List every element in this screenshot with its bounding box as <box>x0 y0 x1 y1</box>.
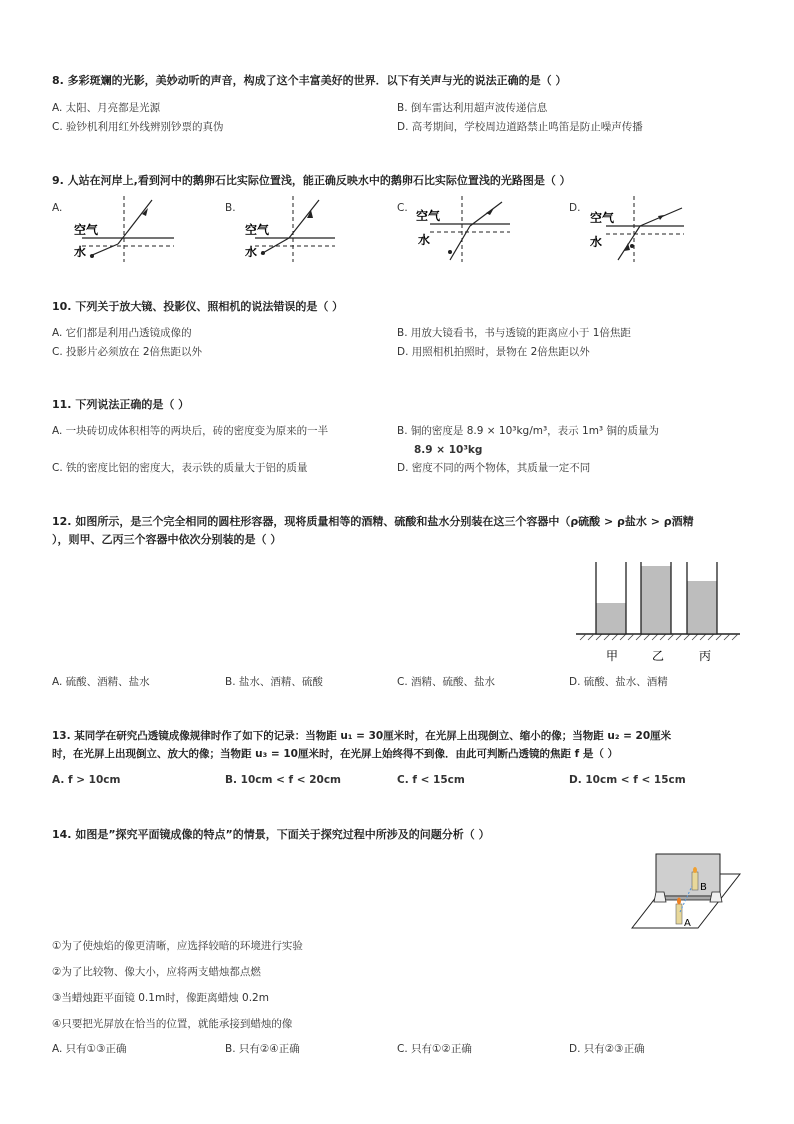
container-label-jia: 甲 <box>606 649 619 663</box>
container-label-bing: 丙 <box>699 649 712 663</box>
q14-statement-1: ①为了使烛焰的像更清晰，应选择较暗的环境进行实验 <box>52 940 303 952</box>
q9-option-d-letter[interactable]: D. <box>569 202 581 214</box>
q8-option-c[interactable]: C. 验钞机利用红外线辨别钞票的真伪 <box>52 121 224 133</box>
q13-option-d[interactable]: D. 10cm < f < 15cm <box>569 774 686 786</box>
q9-option-b-letter[interactable]: B. <box>225 202 236 214</box>
q9b-air-label: 空气 <box>245 223 270 237</box>
q14-statement-3: ③当蜡烛距平面镜 0.1m时，像距离蜡烛 0.2m <box>52 992 269 1004</box>
q9-diagram-b[interactable] <box>235 196 355 266</box>
q12-option-a[interactable]: A. 硫酸、酒精、盐水 <box>52 676 150 688</box>
q10-option-d[interactable]: D. 用照相机拍照时，景物在 2倍焦距以外 <box>397 346 590 358</box>
q13-option-a[interactable]: A. f > 10cm <box>52 774 121 786</box>
container-label-yi: 乙 <box>652 649 665 663</box>
q12-option-c[interactable]: C. 酒精、硫酸、盐水 <box>397 676 496 688</box>
question-10-stem: 10. 下列关于放大镜、投影仪、照相机的说法错误的是（ ） <box>52 300 344 313</box>
q9c-water-label: 水 <box>418 233 431 247</box>
q10-option-a[interactable]: A. 它们都是利用凸透镜成像的 <box>52 327 192 339</box>
q12-option-b[interactable]: B. 盐水、酒精、硫酸 <box>225 676 323 688</box>
question-11-stem: 11. 下列说法正确的是（ ） <box>52 398 190 411</box>
question-9-stem: 9. 人站在河岸上,看到河中的鹅卵石比实际位置浅，能正确反映水中的鹅卵石比实际位置浅的光路图是（ ） <box>52 174 571 187</box>
q9-diagram-d[interactable] <box>584 196 694 266</box>
question-8-stem: 8. 多彩斑斓的光影，美妙动听的声音，构成了这个丰富美好的世界．以下有关声与光的说法正确的是（ ） <box>52 74 567 87</box>
q11-option-b-line2: 8.9 × 10³kg <box>414 444 483 456</box>
q13-option-c[interactable]: C. f < 15cm <box>397 774 465 786</box>
question-12-stem-line1: 12. 如图所示，是三个完全相同的圆柱形容器，现将质量相等的酒精、硫酸和盐水分别装在这三个容器中（ρ硫酸 > ρ盐水 > ρ酒精 <box>52 515 694 528</box>
q14-statement-2: ②为了比较物、像大小，应将两支蜡烛都点燃 <box>52 966 261 978</box>
q9a-water-label: 水 <box>74 245 87 259</box>
q14-option-d[interactable]: D. 只有②③正确 <box>569 1043 645 1055</box>
q8-option-d[interactable]: D. 高考期间，学校周边道路禁止鸣笛是防止噪声传播 <box>397 121 643 133</box>
question-13-stem-line1: 13. 某同学在研究凸透镜成像规律时作了如下的记录：当物距 u₁ = 30厘米时，在光屏上出现倒立、缩小的像；当物距 u₂ = 20厘米 <box>52 730 672 742</box>
q12-containers-figure <box>574 556 744 666</box>
q12-option-d[interactable]: D. 硫酸、盐水、酒精 <box>569 676 668 688</box>
q8-option-b[interactable]: B. 倒车雷达利用超声波传递信息 <box>397 102 548 114</box>
q8-option-a[interactable]: A. 太阳、月亮都是光源 <box>52 102 161 114</box>
q9c-air-label: 空气 <box>416 209 441 223</box>
q9d-air-label: 空气 <box>590 211 615 225</box>
q9-diagram-a[interactable] <box>62 196 182 266</box>
candle-label-a: A <box>684 918 691 929</box>
question-13-stem-line2: 时，在光屏上出现倒立、放大的像；当物距 u₃ = 10厘米时，在光屏上始终得不到像．由此可判断凸透镜的焦距 f 是（ ） <box>52 748 618 760</box>
q11-option-c[interactable]: C. 铁的密度比铝的密度大，表示铁的质量大于铝的质量 <box>52 462 308 474</box>
q14-option-a[interactable]: A. 只有①③正确 <box>52 1043 127 1055</box>
q9-option-a-letter[interactable]: A. <box>52 202 63 214</box>
question-14-stem: 14. 如图是”探究平面镜成像的特点”的情景，下面关于探究过程中所涉及的问题分析（ ） <box>52 828 490 841</box>
q11-option-b-line1[interactable]: B. 铜的密度是 8.9 × 10³kg/m³，表示 1m³ 铜的质量为 <box>397 425 659 437</box>
candle-label-b: B <box>700 882 707 893</box>
q14-statement-4: ④只要把光屏放在恰当的位置，就能承接到蜡烛的像 <box>52 1018 293 1030</box>
q10-option-b[interactable]: B. 用放大镜看书，书与透镜的距离应小于 1倍焦距 <box>397 327 631 339</box>
q11-option-d[interactable]: D. 密度不同的两个物体，其质量一定不同 <box>397 462 591 474</box>
q14-option-c[interactable]: C. 只有①②正确 <box>397 1043 472 1055</box>
question-12-stem-line2: ），则甲、乙丙三个容器中依次分别装的是（ ） <box>52 533 282 546</box>
q13-option-b[interactable]: B. 10cm < f < 20cm <box>225 774 341 786</box>
q9d-water-label: 水 <box>590 235 603 249</box>
q10-option-c[interactable]: C. 投影片必须放在 2倍焦距以外 <box>52 346 203 358</box>
q9a-air-label: 空气 <box>74 223 99 237</box>
q9-diagram-c[interactable] <box>410 196 520 266</box>
q9b-water-label: 水 <box>245 245 258 259</box>
q11-option-a[interactable]: A. 一块砖切成体积相等的两块后，砖的密度变为原来的一半 <box>52 425 329 437</box>
q14-option-b[interactable]: B. 只有②④正确 <box>225 1043 300 1055</box>
q9-option-c-letter[interactable]: C. <box>397 202 408 214</box>
q14-mirror-figure <box>626 850 744 934</box>
